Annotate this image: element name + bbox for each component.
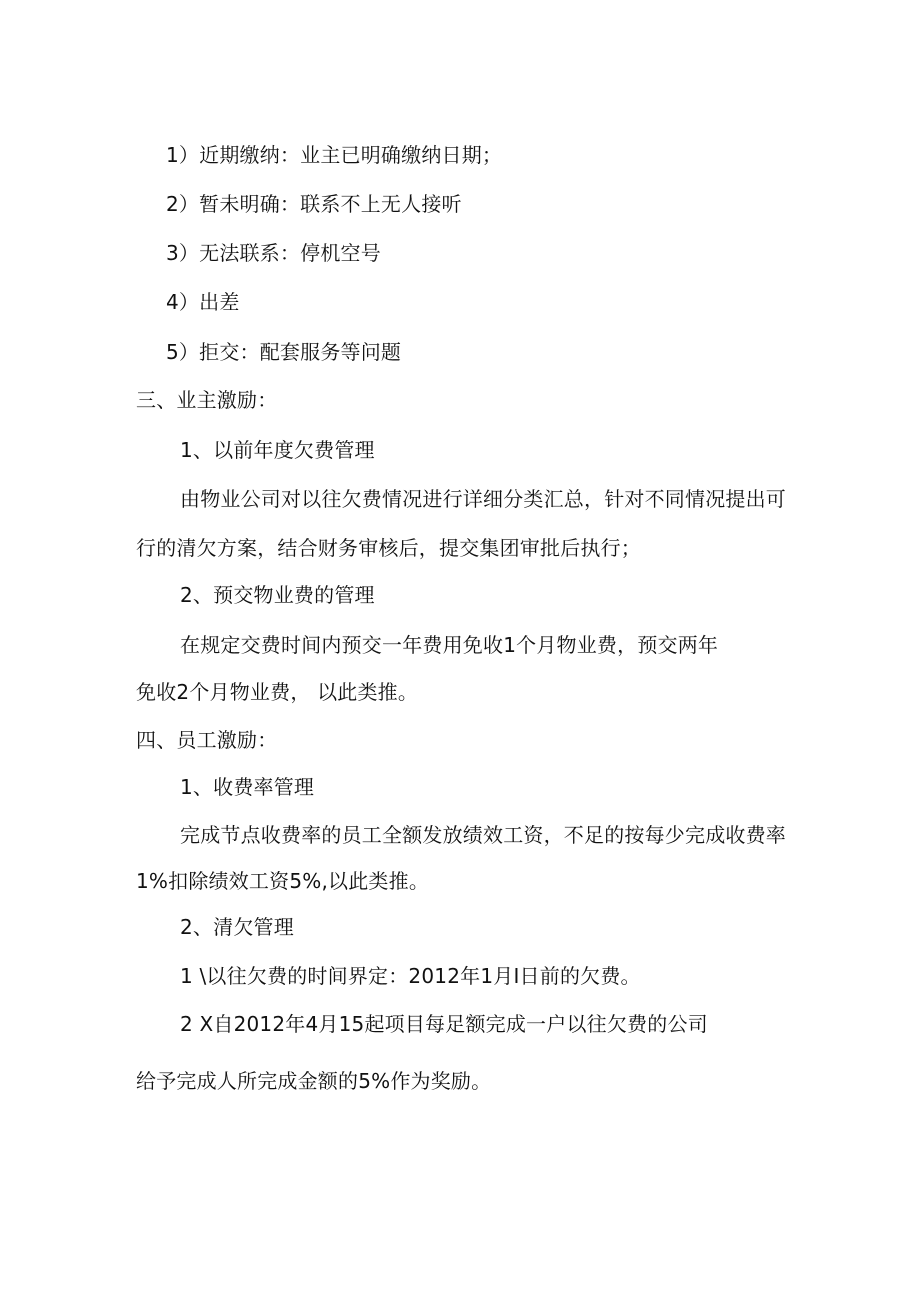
paragraph-line: 行的清欠方案，结合财务审核后，提交集团审批后执行； [136,536,641,560]
paragraph-line: 在规定交费时间内预交一年费用免收1个月物业费，预交两年 [180,633,719,657]
status-item-4: 4）出差 [166,290,240,314]
paragraph-line: 免收2个月物业费， 以此类推。 [136,680,419,704]
section-heading-staff-incentive: 四、员工激励： [136,728,278,752]
paragraph-line: 1%扣除绩效工资5%,以此类推。 [136,869,430,893]
status-item-1: 1）近期缴纳：业主已明确缴纳日期； [166,143,503,167]
paragraph-line: 2 X自2012年4月15起项目每足额完成一户以往欠费的公司 [180,1012,708,1036]
subheading-prior-arrears: 1、以前年度欠费管理 [180,438,375,462]
paragraph-line: 1 \以往欠费的时间界定：2012年1月I日前的欠费。 [180,964,641,988]
status-item-2: 2）暂未明确：联系不上无人接听 [166,192,462,216]
status-item-3: 3）无法联系：停机空号 [166,241,381,265]
paragraph-line: 完成节点收费率的员工全额发放绩效工资，不足的按每少完成收费率 [180,823,786,847]
subheading-collection-rate: 1、收费率管理 [180,775,315,799]
section-heading-owner-incentive: 三、业主激励： [136,388,278,412]
subheading-arrears-clearing: 2、清欠管理 [180,915,294,939]
status-item-5: 5）拒交：配套服务等问题 [166,340,402,364]
paragraph-line: 给予完成人所完成金额的5%作为奖励。 [136,1069,492,1093]
paragraph-line: 由物业公司对以往欠费情况进行详细分类汇总，针对不同情况提出可 [180,487,786,511]
subheading-prepaid-fee: 2、预交物业费的管理 [180,583,375,607]
